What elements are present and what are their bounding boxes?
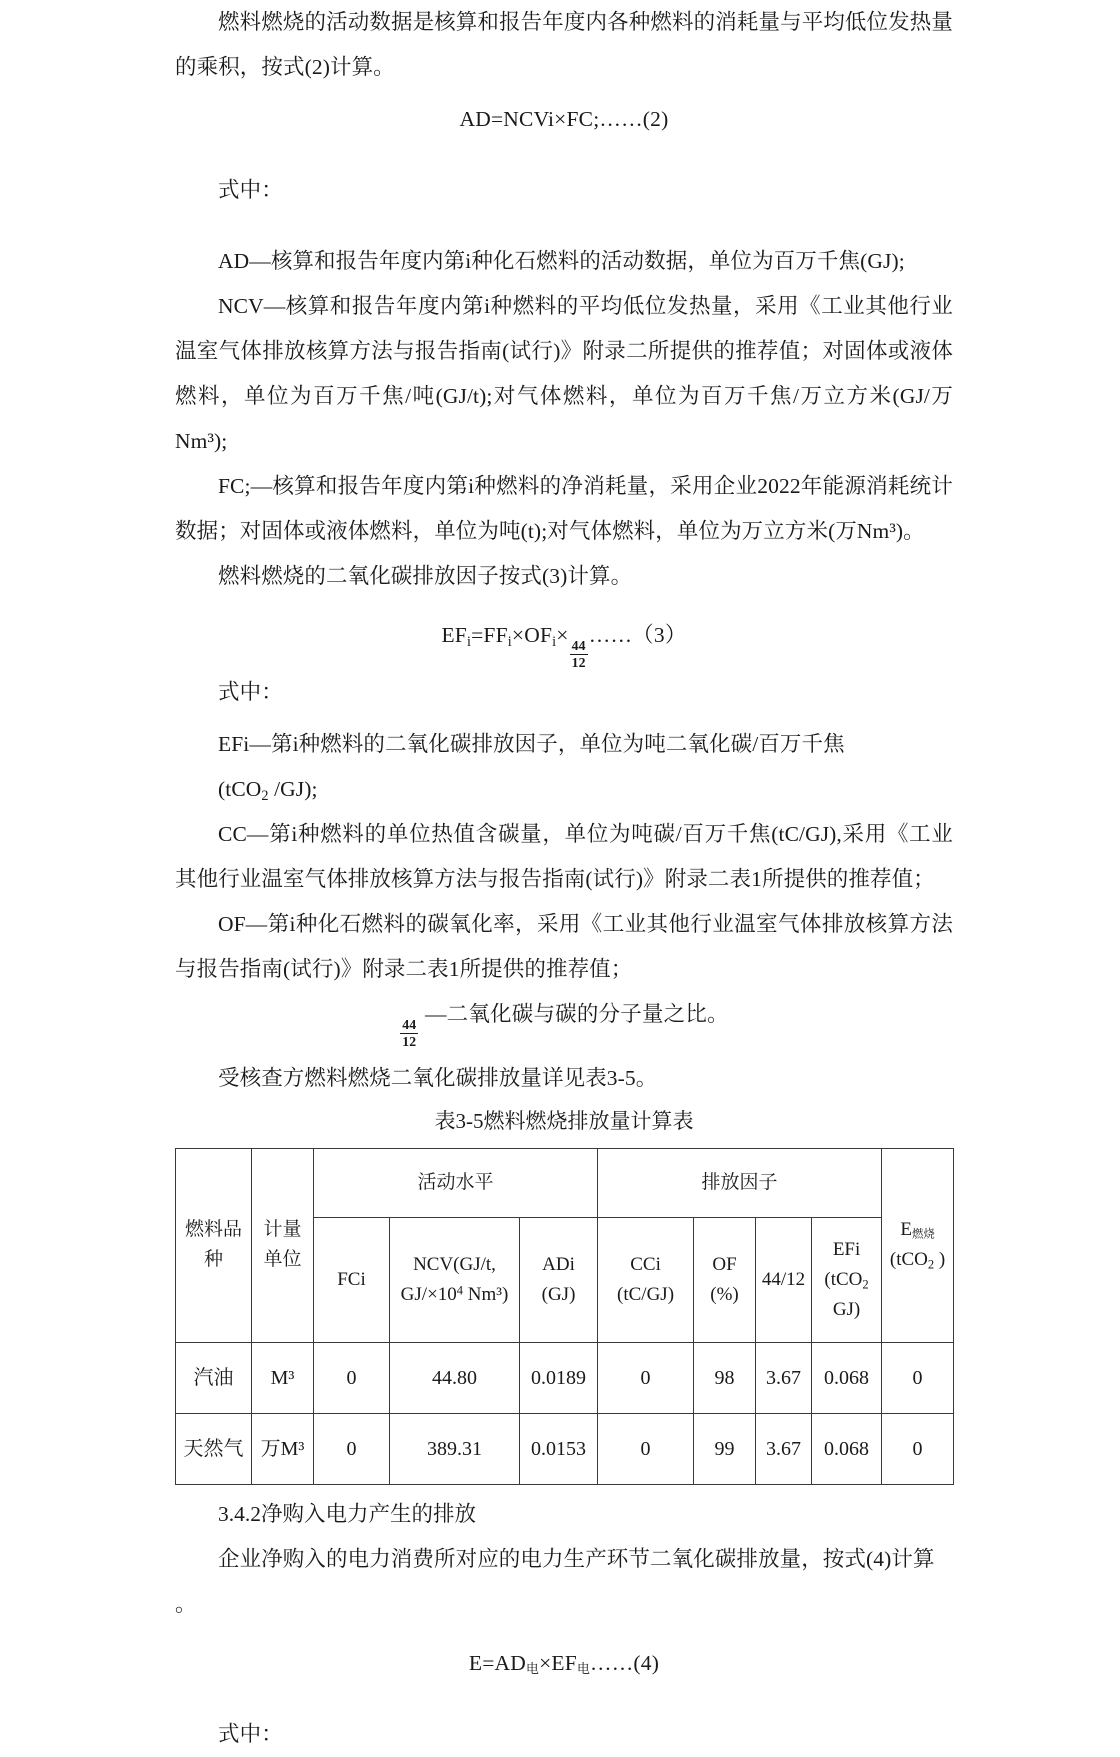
header-e-unit-post: ) xyxy=(934,1249,946,1271)
spacer xyxy=(175,1686,953,1712)
header-cell-fci: FCi xyxy=(314,1217,390,1342)
cell-of: 99 xyxy=(694,1413,756,1484)
formula-3 xyxy=(175,613,953,670)
efi-unit-post: /GJ); xyxy=(268,776,318,801)
header-e-combustion-unit xyxy=(883,1245,952,1275)
header-cci-line1: CCi xyxy=(630,1253,661,1275)
formula-3-ef: EF xyxy=(441,623,467,647)
header-e-combustion-symbol xyxy=(883,1215,952,1245)
cell-e: 0 xyxy=(882,1342,954,1413)
page-content xyxy=(175,0,953,1757)
cell-of: 98 xyxy=(694,1342,756,1413)
spacer xyxy=(175,1485,953,1492)
fuel-combustion-emission-table xyxy=(175,1148,954,1485)
formula-3-sub-i3: i xyxy=(552,633,557,650)
fraction-44-12-inline xyxy=(400,1018,418,1049)
efi-unit-pre: (tCO xyxy=(218,776,262,801)
table-row xyxy=(176,1413,954,1484)
cell-cci: 0 xyxy=(598,1413,694,1484)
fraction-denominator: 12 xyxy=(402,1033,417,1049)
formula-3-of: ×OF xyxy=(511,623,553,647)
header-cell-fuel-type xyxy=(176,1148,252,1342)
fraction-denominator: 12 xyxy=(571,655,586,671)
cell-ratio: 3.67 xyxy=(756,1342,812,1413)
spacer xyxy=(175,142,953,168)
paragraph-table-reference: 受核查方燃料燃烧二氧化碳排放量详见表3-5。 xyxy=(218,1065,658,1090)
formula-3-ff: =FF xyxy=(471,623,508,647)
spacer xyxy=(175,1141,953,1148)
header-cci-line2: (tC/GJ) xyxy=(617,1283,675,1305)
header-fuel-type-line1: 燃料品 xyxy=(184,1219,242,1241)
fraction-ratio-text: —二氧化碳与碳的分子量之比。 xyxy=(424,1001,729,1026)
formula-4 xyxy=(175,1641,953,1686)
cell-ncv: 44.80 xyxy=(390,1342,520,1413)
header-efi-subscript: 2 xyxy=(862,1277,869,1292)
cell-unit: M³ xyxy=(252,1342,314,1413)
cell-fci: 0 xyxy=(314,1342,390,1413)
formula-3-sub-i2: i xyxy=(507,633,512,650)
header-e-subscript: 燃烧 xyxy=(911,1228,935,1241)
spacer xyxy=(175,1049,953,1056)
header-cell-ncv xyxy=(390,1217,520,1342)
formula-4-sub-dian-2: 电 xyxy=(576,1661,591,1676)
fraction-numerator: 44 xyxy=(571,638,586,654)
paragraph-activity-data: 燃料燃烧的活动数据是核算和报告年度内各种燃料的消耗量与平均低位发热量的乘积，按式(2)计算。 xyxy=(175,10,953,79)
paragraph-electricity-period: 。 xyxy=(175,1591,197,1616)
table-row xyxy=(176,1342,954,1413)
label-shizhong-2: 式中： xyxy=(218,679,283,704)
formula-4-sub-dian-1: 电 xyxy=(526,1661,540,1676)
paragraph-ef-intro: 燃料燃烧的二氧化碳排放因子按式(3)计算。 xyxy=(218,564,633,588)
header-unit-line2: 单位 xyxy=(263,1249,302,1271)
header-ncv-pre: GJ/×10 xyxy=(400,1283,457,1305)
header-ncv-line1: NCV(GJ/t, xyxy=(413,1253,496,1275)
cell-fuel: 汽油 xyxy=(176,1342,252,1413)
cell-adi: 0.0153 xyxy=(520,1413,598,1484)
cell-efi: 0.068 xyxy=(812,1413,882,1484)
header-e-unit-pre: (tCO xyxy=(889,1249,928,1271)
definition-fraction-ratio xyxy=(175,992,953,1049)
header-e-unit-sub: 2 xyxy=(927,1257,935,1272)
definition-ad: AD—核算和报告年度内第i种化石燃料的活动数据，单位为百万千焦(GJ); xyxy=(218,249,905,273)
formula-3-times: × xyxy=(556,623,569,647)
definition-of: OF—第i种化石燃料的碳氧化率，采用《工业其他行业温室气体排放核算方法与报告指南(试行)》附录二表1所提供的推荐值； xyxy=(175,911,953,981)
cell-efi: 0.068 xyxy=(812,1342,882,1413)
label-shizhong-3: 式中： xyxy=(218,1721,283,1746)
definition-cc: CC—第i种燃料的单位热值含碳量，单位为吨碳/百万千焦(tC/GJ),采用《工业其他行业温室气体排放核算方法与报告指南(试行)》附录二表1所提供的推荐值； xyxy=(175,821,953,891)
header-adi-line1: ADi xyxy=(542,1253,575,1275)
formula-3-sub-i: i xyxy=(466,633,472,650)
cell-ratio: 3.67 xyxy=(756,1413,812,1484)
header-ncv-line2 xyxy=(391,1280,518,1310)
header-of-line2: (%) xyxy=(710,1283,739,1305)
spacer xyxy=(175,90,953,97)
spacer xyxy=(175,715,953,722)
header-ncv-superscript: 4 xyxy=(456,1282,464,1297)
definition-ncv: NCV—核算和报告年度内第i种燃料的平均低位发热量，采用《工业其他行业温室气体排放核算方法与报告指南(试行)》附录二所提供的推荐值；对固体或液体燃料，单位为百万千焦/吨(GJ/t);对气体燃料，单位为百万千焦/万立方米(GJ/万Nm³); xyxy=(175,294,953,453)
header-cell-of xyxy=(694,1217,756,1342)
section-heading-342: 3.4.2净购入电力产生的排放 xyxy=(218,1501,477,1526)
header-cell-adi xyxy=(520,1217,598,1342)
table-header-row-group xyxy=(176,1148,954,1217)
header-ncv-post: Nm³) xyxy=(463,1283,509,1305)
definition-efi-unit xyxy=(175,767,953,812)
header-cell-unit xyxy=(252,1148,314,1342)
definition-efi: EFi—第i种燃料的二氧化碳排放因子，单位为吨二氧化碳/百万千焦 xyxy=(218,731,845,756)
cell-fci: 0 xyxy=(314,1413,390,1484)
spacer xyxy=(175,213,953,239)
paragraph-electricity: 企业净购入的电力消费所对应的电力生产环节二氧化碳排放量，按式(4)计算 xyxy=(218,1546,935,1571)
fraction-44-12 xyxy=(570,639,588,670)
header-fuel-type-line2: 种 xyxy=(203,1249,223,1271)
cell-e: 0 xyxy=(882,1413,954,1484)
header-efi-line3: GJ) xyxy=(832,1298,861,1320)
cell-fuel: 天然气 xyxy=(176,1413,252,1484)
label-shizhong-1: 式中： xyxy=(218,178,283,202)
formula-2: AD=NCVi×FC;……(2) xyxy=(459,107,669,131)
header-cell-activity-level: 活动水平 xyxy=(314,1148,598,1217)
header-adi-line2: (GJ) xyxy=(541,1283,576,1305)
fraction-numerator: 44 xyxy=(402,1017,417,1033)
spacer xyxy=(175,1627,953,1641)
table-caption: 表3-5燃料燃烧排放量计算表 xyxy=(434,1108,694,1133)
header-cell-efi xyxy=(812,1217,882,1342)
formula-4-a: E=AD xyxy=(468,1650,527,1675)
header-efi-line2 xyxy=(813,1265,880,1295)
header-efi-pre: (tCO xyxy=(824,1268,863,1290)
efi-unit-subscript: 2 xyxy=(261,787,269,804)
cell-adi: 0.0189 xyxy=(520,1342,598,1413)
header-cell-e-combustion xyxy=(882,1148,954,1342)
definition-fc: FC;—核算和报告年度内第i种燃料的净消耗量，采用企业2022年能源消耗统计数据；对固体或液体燃料，单位为吨(t);对气体燃料，单位为万立方米(万Nm³)。 xyxy=(175,474,953,543)
formula-4-c: ……(4) xyxy=(590,1650,660,1675)
spacer xyxy=(175,599,953,613)
cell-ncv: 389.31 xyxy=(390,1413,520,1484)
formula-4-b: ×EF xyxy=(539,1650,577,1675)
header-of-line1: OF xyxy=(712,1253,737,1275)
cell-unit: 万M³ xyxy=(252,1413,314,1484)
header-cell-ratio: 44/12 xyxy=(756,1217,812,1342)
formula-3-tail: ……（3） xyxy=(588,623,687,647)
header-efi-line1: EFi xyxy=(832,1238,861,1260)
header-unit-line1: 计量 xyxy=(263,1219,302,1241)
header-e-main: E xyxy=(900,1219,912,1241)
header-cell-emission-factor: 排放因子 xyxy=(598,1148,882,1217)
header-cell-cci xyxy=(598,1217,694,1342)
cell-cci: 0 xyxy=(598,1342,694,1413)
